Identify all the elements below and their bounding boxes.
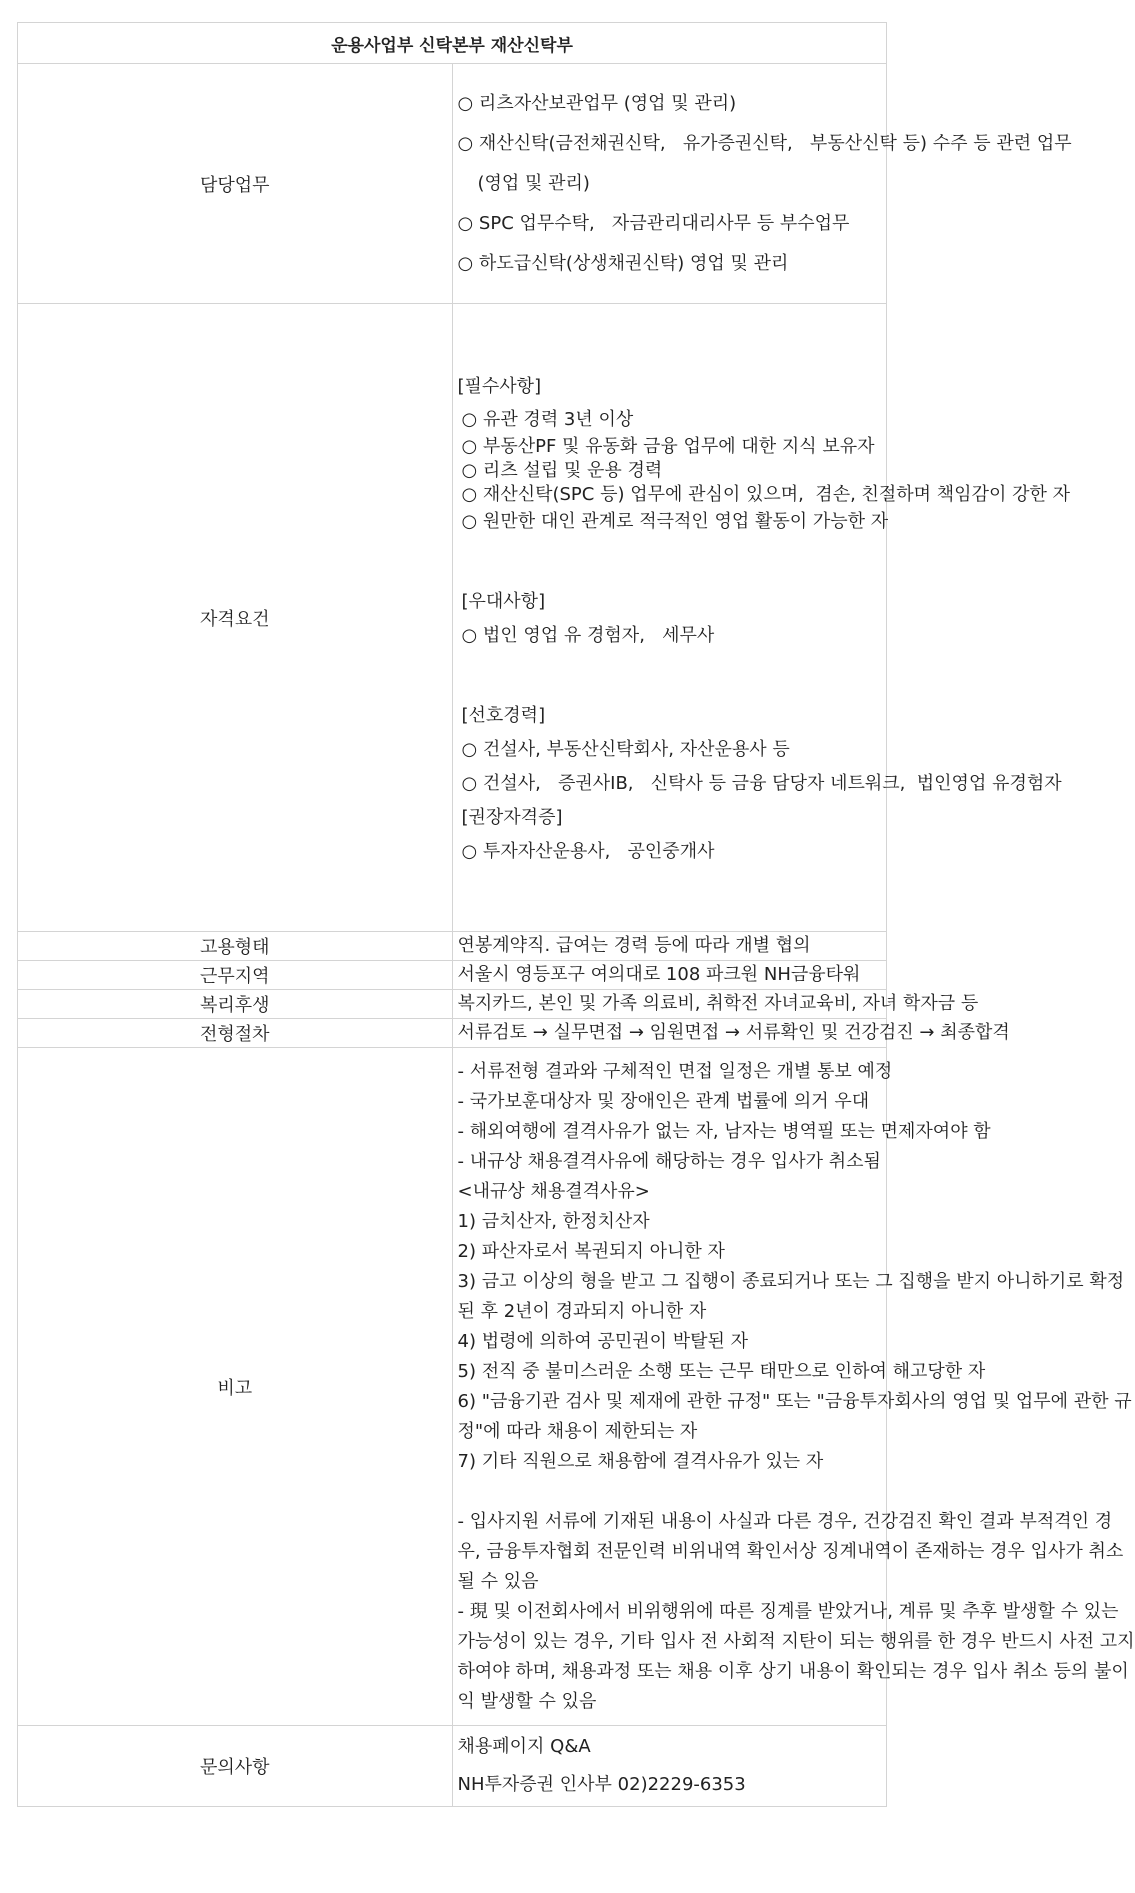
duties-row: [18, 64, 887, 304]
remark-line: - 입사지원 서류에 기재된 내용이 사실과 다른 경우, 건강검진 확인 결과 부적격인 경: [457, 1510, 1113, 1532]
experience-item: ○ 건설사, 증권사IB, 신탁사 등 금융 담당자 네트워크, 법인영업 유경험자: [461, 772, 1062, 794]
remark-line: 익 발생할 수 있음: [457, 1690, 597, 1712]
process-text: 서류검토 → 실무면접 → 임원면접 → 서류확인 및 건강검진 → 최종합격: [452, 1019, 887, 1048]
required-item: ○ 원만한 대인 관계로 적극적인 영업 활동이 가능한 자: [461, 510, 889, 532]
contact-phone: NH투자증권 인사부 02)2229-6353: [457, 1774, 746, 1795]
remarks-row: [18, 1048, 887, 1726]
employment-row: [18, 932, 887, 961]
required-heading: [필수사항]: [457, 375, 542, 397]
remark-line: 가능성이 있는 경우, 기타 입사 전 사회적 지탄이 되는 행위를 한 경우 반드시 사전 고지: [457, 1630, 1135, 1652]
employment-label: 고용형태: [18, 932, 453, 961]
remark-line: 3) 금고 이상의 형을 받고 그 집행이 종료되거나 또는 그 집행을 받지 아니하기로 확정: [457, 1270, 1125, 1292]
remark-line: 될 수 있음: [457, 1570, 539, 1592]
remark-line: 7) 기타 직원으로 채용함에 결격사유가 있는 자: [457, 1450, 824, 1472]
job-posting-table: [17, 22, 1135, 1807]
posting-title: 운용사업부 신탁본부 재산신탁부: [18, 23, 887, 64]
preferred-item: ○ 법인 영업 유 경험자, 세무사: [461, 624, 715, 646]
remark-line: 우, 금융투자협회 전문인력 비위내역 확인서상 징계내역이 존재하는 경우 입사가 취소: [457, 1540, 1124, 1562]
remarks-label: 비고: [18, 1048, 453, 1726]
process-label: 전형절차: [18, 1019, 453, 1048]
required-item: ○ 부동산PF 및 유동화 금융 업무에 대한 지식 보유자: [461, 435, 875, 457]
remark-line: - 내규상 채용결격사유에 해당하는 경우 입사가 취소됨: [457, 1150, 881, 1172]
required-item: ○ 재산신탁(SPC 등) 업무에 관심이 있으며, 겸손, 친절하며 책임감이 강한 자: [461, 483, 1070, 505]
preferred-heading: [우대사항]: [461, 590, 546, 612]
duty-item: ○ SPC 업무수탁, 자금관리대리사무 등 부수업무: [457, 212, 850, 234]
location-text: 서울시 영등포구 여의대로 108 파크원 NH금융타워: [452, 961, 887, 990]
remark-blank-line: [458, 1477, 883, 1507]
remark-line: - 現 및 이전회사에서 비위행위에 따른 징계를 받았거나, 계류 및 추후 발생할 수 있는: [457, 1600, 1119, 1622]
duties-content: [452, 64, 1072, 304]
spacer: [458, 537, 883, 587]
remark-line: 2) 파산자로서 복권되지 아니한 자: [457, 1240, 725, 1262]
employment-text: 연봉계약직. 급여는 경력 등에 따라 개별 협의: [452, 932, 887, 961]
remark-line: 5) 전직 중 불미스러운 소행 또는 근무 태만으로 인하여 해고당한 자: [457, 1360, 986, 1382]
benefits-row: [18, 990, 887, 1019]
certificate-heading: [권장자격증]: [461, 806, 563, 828]
remark-line: 6) "금융기관 검사 및 제재에 관한 규정" 또는 "금융투자회사의 영업 및 업무에 관한 규: [457, 1390, 1132, 1412]
benefits-label: 복리후생: [18, 990, 453, 1019]
contact-row: [18, 1726, 887, 1807]
remark-line: <내규상 채용결격사유>: [457, 1180, 650, 1202]
remark-line: 된 후 2년이 경과되지 아니한 자: [457, 1300, 707, 1322]
remark-line: - 해외여행에 결격사유가 없는 자, 남자는 병역필 또는 면제자여야 함: [457, 1120, 991, 1142]
experience-heading: [선호경력]: [461, 704, 546, 726]
benefits-text: 복지카드, 본인 및 가족 의료비, 취학전 자녀교육비, 자녀 학자금 등: [452, 990, 887, 1019]
duty-item: ○ 하도급신탁(상생채권신탁) 영업 및 관리: [457, 252, 789, 274]
remarks-content: [452, 1048, 1135, 1726]
duty-item-continuation: (영업 및 관리): [477, 172, 590, 194]
location-label: 근무지역: [18, 961, 453, 990]
location-row: [18, 961, 887, 990]
remark-line: 하여야 하며, 채용과정 또는 채용 이후 상기 내용이 확인되는 경우 입사 취소 등의 불이: [457, 1660, 1129, 1682]
experience-item: ○ 건설사, 부동산신탁회사, 자산운용사 등: [461, 738, 790, 760]
duty-item: ○ 리츠자산보관업무 (영업 및 관리): [457, 92, 737, 114]
qualifications-content: [452, 304, 1070, 932]
qualifications-label: 자격요건: [18, 304, 453, 932]
required-item: ○ 유관 경력 3년 이상: [461, 408, 634, 430]
remark-line: 정"에 따라 채용이 제한되는 자: [457, 1420, 698, 1442]
required-item: ○ 리츠 설립 및 운용 경력: [461, 459, 663, 481]
contact-qna-link[interactable]: 채용페이지 Q&A: [457, 1736, 591, 1757]
qualifications-row: [18, 304, 887, 932]
remark-line: - 국가보훈대상자 및 장애인은 관계 법률에 의거 우대: [457, 1090, 870, 1112]
remark-line: 4) 법령에 의하여 공민권이 박탈된 자: [457, 1330, 749, 1352]
contact-content: [452, 1726, 887, 1807]
duties-label: 담당업무: [18, 64, 453, 304]
certificate-item: ○ 투자자산운용사, 공인중개사: [461, 840, 715, 862]
remark-line: 1) 금치산자, 한정치산자: [457, 1210, 650, 1232]
spacer: [458, 651, 883, 701]
remark-line: - 서류전형 결과와 구체적인 면접 일정은 개별 통보 예정: [457, 1060, 893, 1082]
process-row: [18, 1019, 887, 1048]
contact-label: 문의사항: [18, 1726, 453, 1807]
duty-item: ○ 재산신탁(금전채권신탁, 유가증권신탁, 부동산신탁 등) 수주 등 관련 업무: [457, 132, 1072, 154]
